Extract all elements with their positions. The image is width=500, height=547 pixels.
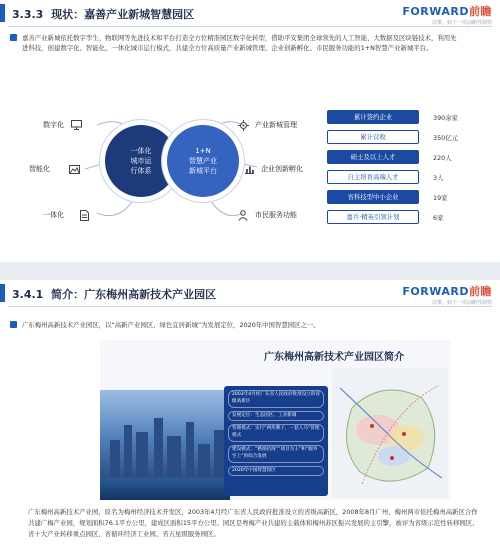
node-park-management: [237, 119, 297, 131]
intro-paragraph: [22, 33, 462, 53]
info-item: 2003年4月经广东省人民政府批准设立的省级高新区: [228, 390, 324, 408]
stat-row: [327, 208, 497, 226]
section-title: [12, 286, 216, 302]
node-enterprise-incubation: [243, 163, 303, 175]
logo-tagline: 决策，始于一次前瞻性洞察: [431, 20, 492, 26]
park-info-list: [224, 386, 328, 496]
section-heading: 现状：嘉善产业新城智慧园区: [51, 8, 195, 21]
gear-icon: [237, 119, 249, 131]
accent-bar: [0, 4, 5, 22]
accent-bar: [0, 284, 5, 302]
page-gap: [0, 262, 500, 280]
section-heading: 简介：广东梅州高新技术产业园区: [51, 288, 217, 301]
stat-value: 3人: [433, 174, 444, 182]
node-label: 智能化: [29, 165, 50, 173]
info-item: 2020年中国智慧园区: [228, 466, 324, 477]
stat-label: 嘉兵·精英引领计划: [327, 210, 419, 224]
forward-logo: [402, 283, 492, 306]
slide-smart-park-status: [0, 0, 500, 262]
intro-text: 广东梅州高新技术产业园区，以“高新产业园区、绿色宜居新城”为发展定位，2020年中国智慧园区之一。: [22, 321, 320, 329]
stat-row: [327, 188, 497, 206]
stat-row: [327, 148, 497, 166]
image-icon: [68, 163, 80, 175]
body-paragraph: 广东梅州高新技术产业园，原名为梅州经济技术开发区，2003年4月经广东省人民政府批准设立的省级高新区，2008年8月广州、梅州两市依托梅州高新区合作共建广梅产业园，规划面积76.1平方公里，建成区面积15平方公里。园区是粤梅产业共建的主载体和梅州苏区振兴发展的主引擎，被评为省级示范性转移园区、省十大产业转移重点园区、省循环经济工业园、省五星级服务园区。: [28, 508, 479, 538]
logo-brand-en: FORWARD: [402, 285, 469, 298]
card-title: 广东梅州高新技术产业园区简介: [264, 352, 404, 363]
logo-brand-en: FORWARD: [402, 5, 469, 18]
node-intelligent: [29, 163, 80, 175]
node-label: 市民服务功能: [255, 211, 297, 219]
stat-value: 350亿元: [433, 134, 458, 142]
logo-brand-cn: 前瞻: [469, 285, 492, 298]
stat-row: [327, 108, 497, 126]
stat-label: 自主培育高端人才: [327, 170, 419, 184]
city-skyline-image: [100, 390, 230, 500]
node-label: 一体化: [43, 211, 64, 219]
stat-value: 390余家: [433, 114, 458, 122]
node-label: 产业新城管理: [255, 121, 297, 129]
bullet-square-icon: [10, 34, 17, 41]
right-circle-line: 1+N: [195, 147, 211, 155]
stats-panel: [327, 108, 497, 228]
node-citizen-services: [237, 209, 297, 221]
stat-label: 省科技型中小企业: [327, 190, 419, 204]
stat-label: 累计营收: [327, 130, 419, 144]
left-circle-line: 城市运: [130, 157, 152, 165]
forward-logo: [402, 3, 492, 26]
slide-header: [0, 280, 500, 308]
chart-icon: [243, 163, 255, 175]
node-digital: [43, 119, 82, 131]
info-item: 发展定位：生态园区、工业新城: [228, 411, 324, 422]
left-circle-line: 一体化: [130, 147, 152, 155]
node-integrated: [43, 209, 90, 221]
info-item: 建设模式：“精准招商”“项目为王”和“服务至上”的综合发展: [228, 445, 324, 463]
stat-value: 6家: [433, 214, 444, 222]
right-circle-line: 新城平台: [189, 167, 217, 175]
platform-diagram: [25, 105, 315, 255]
logo-tagline: 决策，始于一次前瞻性洞察: [431, 300, 492, 306]
intro-paragraph: [22, 320, 492, 330]
stat-value: 19家: [433, 194, 448, 202]
logo-brand-cn: 前瞻: [469, 5, 492, 18]
person-icon: [237, 209, 249, 221]
section-number: 3.4.1: [12, 288, 44, 301]
left-circle-line: 行体系: [130, 167, 152, 175]
section-title: [12, 6, 194, 22]
info-item: 管理模式：实行“两块牌子、一套人马”管理模式: [228, 424, 324, 442]
stat-row: [327, 128, 497, 146]
stat-value: 220人: [433, 154, 452, 162]
node-label: 企业创新孵化: [261, 165, 303, 173]
slide-header: [0, 0, 500, 28]
stat-label: 累计签约企业: [327, 110, 419, 124]
stat-label: 硕士及以上人才: [327, 150, 419, 164]
section-number: 3.3.3: [12, 8, 44, 21]
right-circle-line: 智慧产业: [189, 157, 217, 165]
intro-text: 嘉善产业新城依托数字孪生、物联网等先进技术和平台打造全方位精准园区数字化转型，借助平安集团全球领先的人工智能、大数据及区块链技术，利用先进科技，创建数字化、智能化、一体化城市运行模式，共建全方位高质量产业新城管理、企业创新孵化、市民服务功能的1+N智慧产业新城平台。: [22, 34, 457, 52]
document-icon: [78, 209, 90, 221]
right-circle: [167, 125, 239, 197]
header-divider: [8, 26, 492, 27]
stat-row: [327, 168, 497, 186]
header-divider: [8, 306, 492, 307]
node-label: 数字化: [43, 121, 64, 129]
park-map-image: [332, 368, 448, 498]
park-intro-card: [100, 340, 450, 500]
slide-meizhou-park-intro: [0, 280, 500, 547]
bullet-square-icon: [10, 321, 17, 328]
monitor-icon: [70, 119, 82, 131]
